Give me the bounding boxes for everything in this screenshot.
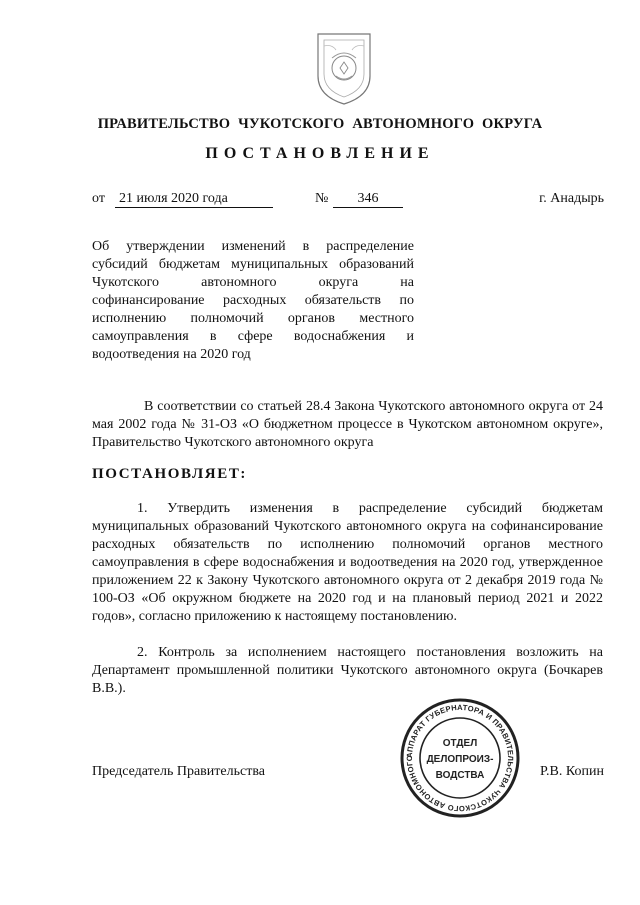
clause-2: 2. Контроль за исполнением настоящего постановления возложить на Департамент промышленной политики Чукотского автономного округа (Бочкарев В.В.). <box>92 645 603 696</box>
signatory-name: Р.В. Копин <box>540 764 604 779</box>
resolves-heading: ПОСТАНОВЛЯЕТ: <box>92 466 248 482</box>
stamp-line-2: ДЕЛОПРОИЗ- <box>426 754 494 765</box>
stamp-line-1: ОТДЕЛ <box>442 738 478 749</box>
signatory-position: Председатель Правительства <box>92 764 265 779</box>
preamble-paragraph: В соответствии со статьей 28.4 Закона Чукотского автономного округа от 24 мая 2002 года № 31-ОЗ «О бюджетном процессе в Чукотском автономном округе», Правительство Чукотского автономного округа <box>92 399 603 450</box>
decree-subject: Об утверждении изменений в распределение субсидий бюджетам муниципальных образований Чукотского автономного округа на софинансирование расходных обязательств по исполнению полномочий органов местного самоуправления в сфере водоснабжения и водоотведения на 2020 год <box>92 239 414 362</box>
stamp-line-3: ВОДСТВА <box>435 770 485 781</box>
decree-date <box>115 190 273 208</box>
official-stamp <box>398 696 522 820</box>
clause-1: 1. Утвердить изменения в распределение субсидий бюджетам муниципальных образований Чукотского автономного округа на софинансирование расходных обязательств по исполнению полномочий органов местного самоуправления в сфере водоснабжения и водоотведения на 2020 год, утвержденное приложением 22 к Закону Чукотского автономного округа от 2 декабря 2019 года № 100-ОЗ «Об окружном бюджете на 2020 год и на плановый период 2021 и 2022 годов», согласно приложению к настоящему постановлению. <box>92 501 603 624</box>
government-title: ПРАВИТЕЛЬСТВО ЧУКОТСКОГО АВТОНОМНОГО ОКРУГА <box>97 116 543 132</box>
coat-of-arms-icon <box>302 24 386 108</box>
decree-number-value: 346 <box>333 191 403 208</box>
decree-date-value: 21 июля 2020 года <box>115 191 273 208</box>
date-prefix: от <box>92 191 105 206</box>
decree-number <box>333 190 403 208</box>
decree-place: г. Анадырь <box>539 191 604 206</box>
number-prefix: № <box>315 191 329 206</box>
document-type-title: ПОСТАНОВЛЕНИЕ <box>205 145 435 162</box>
stamp-ring-text: АППАРАТ ГУБЕРНАТОРА И ПРАВИТЕЛЬСТВА ЧУКОТСКОГО АВТОНОМНОГО <box>404 702 516 814</box>
